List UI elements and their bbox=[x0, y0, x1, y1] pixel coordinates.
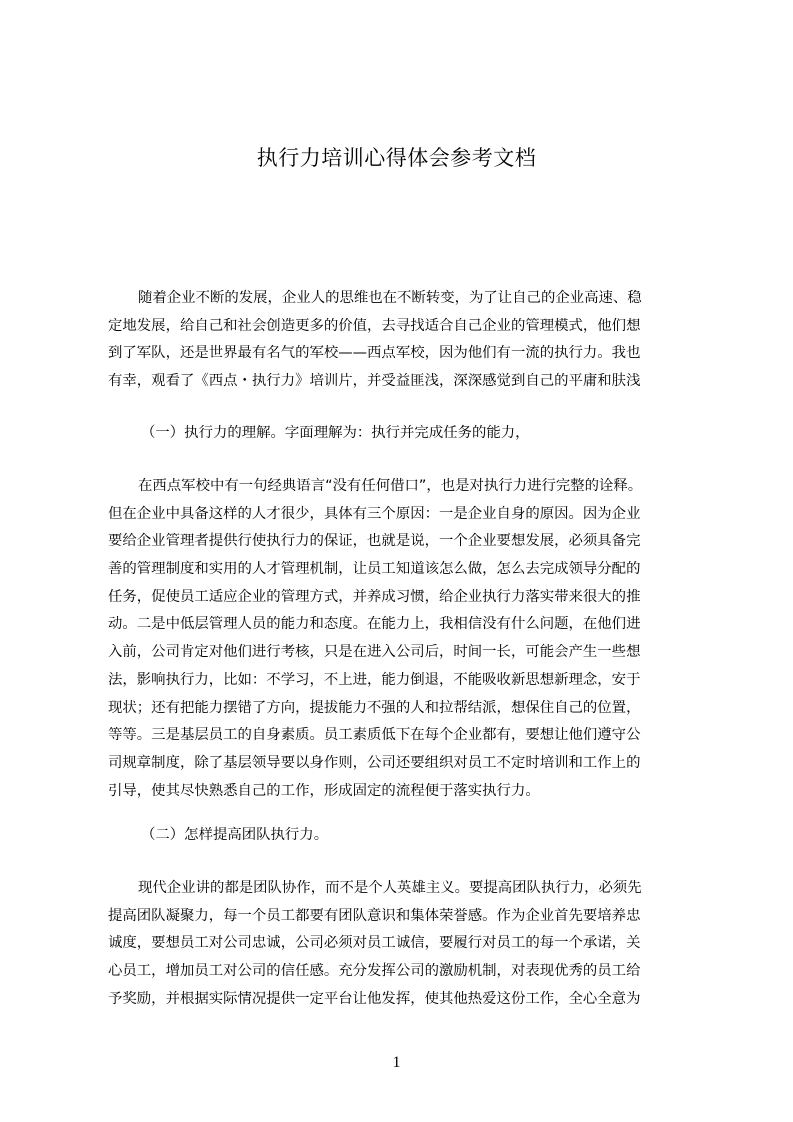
paragraph-3 bbox=[108, 875, 700, 1013]
text-line: 善的管理制度和实用的人才管理机制，让员工知道该怎么做，怎么去完成领导分配的 bbox=[108, 561, 641, 578]
text-line: 法，影响执行力，比如：不学习，不上进，能力倒退，不能吸收新思想新理念，安于 bbox=[108, 671, 641, 688]
section-heading-1: （一）执行力的理解。字面理解为：执行并完成任务的能力， bbox=[141, 425, 530, 441]
text-line: 入前，公司肯定对他们进行考核，只是在进入公司后，时间一长，可能会产生一些想 bbox=[108, 644, 641, 661]
text-line: 动。二是中低层管理人员的能力和态度。在能力上，我相信没有什么问题，在他们进 bbox=[108, 616, 641, 633]
page-number: 1 bbox=[392, 1054, 401, 1071]
text-line: 要给企业管理者提供行使执行力的保证，也就是说，一个企业要想发展，必须具备完 bbox=[108, 533, 641, 550]
paragraph-1 bbox=[108, 285, 700, 396]
text-line: 有幸，观看了《西点・执行力》培训片，并受益匪浅，深深感觉到自己的平庸和肤浅 bbox=[108, 373, 641, 390]
document-title: 执行力培训心得体会参考文档 bbox=[256, 146, 537, 170]
text-line: 到了军队，还是世界最有名气的军校——西点军校，因为他们有一流的执行力。我也 bbox=[108, 345, 641, 362]
text-line: 随着企业不断的发展，企业人的思维也在不断转变，为了让自己的企业高速、稳 bbox=[138, 290, 642, 306]
text-line: 提高团队凝聚力，每一个员工都要有团队意识和集体荣誉感。作为企业首先要培养忠 bbox=[108, 907, 641, 924]
text-line: 现代企业讲的都是团队协作，而不是个人英雄主义。要提高团队执行力，必须先 bbox=[138, 880, 642, 896]
text-line: 引导，使其尽快熟悉自己的工作，形成固定的流程便于落实执行力。 bbox=[108, 782, 540, 799]
section-heading-2: （二）怎样提高团队执行力。 bbox=[141, 827, 329, 843]
paragraph-2 bbox=[108, 473, 700, 805]
text-line: 心员工，增加员工对公司的信任感。充分发挥公司的激励机制，对表现优秀的员工给 bbox=[108, 963, 641, 980]
text-line: 定地发展，给自己和社会创造更多的价值，去寻找适合自己企业的管理模式，他们想 bbox=[108, 317, 641, 334]
text-line: 任务，促使员工适应企业的管理方式，并养成习惯，给企业执行力落实带来很大的推 bbox=[108, 588, 641, 605]
text-line: 现状；还有把能力摆错了方向，提拔能力不强的人和拉帮结派，想保住自己的位置， bbox=[108, 699, 641, 716]
text-line: 在西点军校中有一句经典语言“没有任何借口”，也是对执行力进行完整的诠释。 bbox=[138, 478, 643, 494]
text-line: 诚度，要想员工对公司忠诚，公司必须对员工诚信，要履行对员工的每一个承诺，关 bbox=[108, 935, 641, 952]
text-line: 等等。三是基层员工的自身素质。员工素质低下在每个企业都有，要想让他们遵守公 bbox=[108, 727, 641, 744]
text-line: 予奖励，并根据实际情况提供一定平台让他发挥，使其他热爱这份工作，全心全意为 bbox=[108, 990, 641, 1007]
text-line: 司规章制度，除了基层领导要以身作则，公司还要组织对员工不定时培训和工作上的 bbox=[108, 754, 641, 771]
text-line: 但在企业中具备这样的人才很少，具体有三个原因：一是企业自身的原因。因为企业 bbox=[108, 505, 641, 522]
